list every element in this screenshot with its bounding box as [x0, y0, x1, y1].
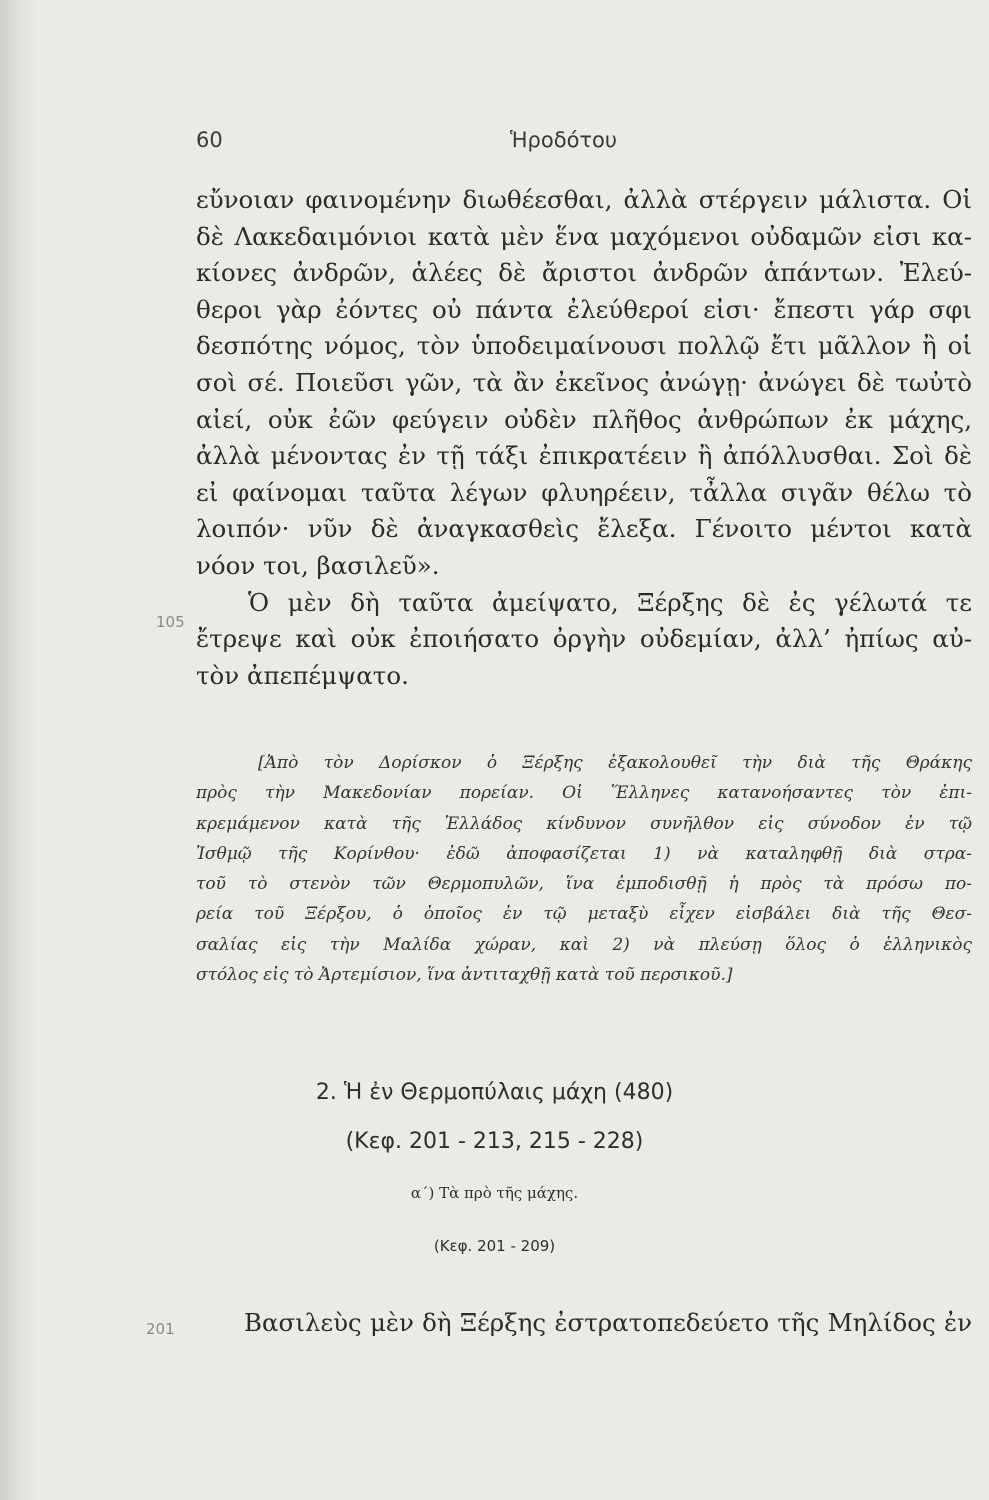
- page-edge: [0, 0, 38, 1500]
- text-line: αἰεί, οὐκ ἐῶν φεύγειν οὐδὲν πλῆθος ἀνθρώπων ἐκ μάχης,: [196, 404, 972, 434]
- note-line: ρεία τοῦ Ξέρξου, ὁ ὁποῖος ἐν τῷ μεταξὺ εἶχεν εἰσβάλει διὰ τῆς Θεσ-: [196, 904, 972, 925]
- text-line: ἀλλὰ μένοντας ἐν τῇ τάξι ἐπικρατέειν ἢ ἀπόλλυσθαι. Σοὶ δὲ: [196, 441, 972, 471]
- section-chapters: (Κεφ. 201 - 213, 215 - 228): [345, 1129, 644, 1154]
- text-line: εἰ φαίνομαι ταῦτα λέγων φλυηρέειν, τἆλλα σιγᾶν θέλω τὸ: [196, 477, 972, 507]
- note-line: Ἰσθμῷ τῆς Κορίνθου· ἐδῶ ἀποφασίζεται 1) νὰ καταληφθῇ διὰ στρα-: [196, 843, 972, 864]
- text-line: νόον τοι, βασιλεῦ».: [196, 550, 440, 580]
- editorial-note: [196, 748, 972, 990]
- text-line: σοὶ σέ. Ποιεῦσι γῶν, τὰ ἂν ἐκεῖνος ἀνώγῃ· ἀνώγει δὲ τωὐτὸ: [196, 367, 972, 397]
- note-line: στόλος εἰς τὸ Ἀρτεμίσιον, ἵνα ἀντιταχθῇ κατὰ τοῦ περσικοῦ.]: [196, 965, 733, 986]
- running-title: Ἡροδότου: [510, 128, 618, 152]
- text-line: εὔνοιαν φαινομένην διωθέεσθαι, ἀλλὰ στέργειν μάλιστα. Οἱ: [196, 185, 972, 214]
- page-number: 60: [196, 128, 223, 152]
- text-line: θεροι γὰρ ἐόντες οὐ πάντα ἐλεύθεροί εἰσι· ἔπεστι γάρ σφι: [196, 294, 972, 324]
- subsection-chapters: (Κεφ. 201 - 209): [433, 1237, 556, 1255]
- note-line: [Ἀπὸ τὸν Δορίσκον ὁ Ξέρξης ἐξακολουθεῖ τὴν διὰ τῆς Θράκης: [258, 753, 972, 773]
- text-line: κίονες ἀνδρῶν, ἁλέες δὲ ἄριστοι ἀνδρῶν ἁπάντων. Ἐλεύ-: [196, 258, 972, 288]
- subsection-title: α΄) Τὰ πρὸ τῆς μάχης.: [410, 1184, 579, 1202]
- text-line: ἔτρεψε καὶ οὐκ ἐποιήσατο ὀργὴν οὐδεμίαν, ἀλλ’ ἠπίως αὐ-: [196, 624, 972, 654]
- running-head: [0, 128, 989, 158]
- text-line: Βασιλεὺς μὲν δὴ Ξέρξης ἐστρατοπεδεύετο τῆς Μηλίδος ἐν: [244, 1308, 972, 1337]
- main-text: [196, 182, 972, 694]
- text-line: δὲ Λακεδαιμόνιοι κατὰ μὲν ἕνα μαχόμενοι οὐδαμῶν εἰσι κα-: [196, 221, 972, 251]
- text-line: Ὁ μὲν δὴ ταῦτα ἀμείψατο, Ξέρξης δὲ ἐς γέλωτά τε: [248, 587, 972, 617]
- note-line: τοῦ τὸ στενὸν τῶν Θερμοπυλῶν, ἵνα ἐμποδισθῇ ἡ πρὸς τὰ πρόσω πο-: [196, 874, 972, 895]
- chapter-number-105: 105: [156, 613, 185, 631]
- text-line: τὸν ἀπεπέμψατο.: [196, 660, 409, 690]
- note-line: κρεμάμενον κατὰ τῆς Ἑλλάδος κίνδυνον συνῆλθον εἰς σύνοδον ἐν τῷ: [196, 813, 972, 834]
- chapter-number-201: 201: [146, 1320, 175, 1338]
- note-line: πρὸς τὴν Μακεδονίαν πορείαν. Οἱ Ἕλληνες κατανοήσαντες τὸν ἐπι-: [196, 783, 972, 804]
- section-title: 2. Ἡ ἐν Θερμοπύλαις μάχη (480): [315, 1080, 674, 1105]
- text-line: λοιπόν· νῦν δὲ ἀναγκασθεὶς ἔλεξα. Γένοιτο μέντοι κατὰ: [196, 514, 972, 544]
- note-line: σαλίας εἰς τὴν Μαλίδα χώραν, καὶ 2) νὰ πλεύσῃ ὅλος ὁ ἑλληνικὸς: [196, 934, 972, 955]
- text-line: δεσπότης νόμος, τὸν ὑποδειμαίνουσι πολλῷ ἔτι μᾶλλον ἢ οἱ: [196, 331, 972, 361]
